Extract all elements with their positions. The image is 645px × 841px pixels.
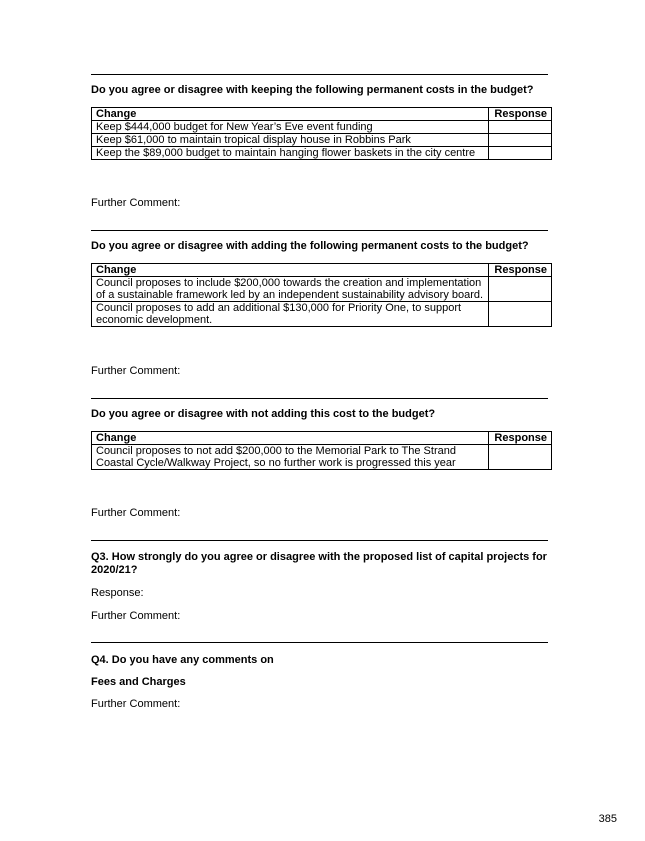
response-label: Response:	[91, 587, 144, 599]
table-row	[92, 134, 552, 147]
table-header-row	[92, 264, 552, 277]
table-row	[92, 277, 552, 302]
response-column-header: Response	[489, 432, 552, 445]
change-cell: Council proposes to add an additional $130,000 for Priority One, to support economic development.	[92, 302, 489, 327]
q4-heading: Q4. Do you have any comments on	[91, 654, 274, 666]
change-cell: Council proposes to not add $200,000 to the Memorial Park to The Strand Coastal Cycle/Walkway Project, so no further work is progressed this year	[92, 445, 489, 470]
response-cell[interactable]	[489, 277, 552, 302]
section1-heading: Do you agree or disagree with keeping the following permanent costs in the budget?	[91, 84, 534, 96]
change-column-header: Change	[92, 432, 489, 445]
response-cell[interactable]	[489, 134, 552, 147]
section3-table	[91, 431, 552, 470]
response-cell[interactable]	[489, 445, 552, 470]
table-row	[92, 147, 552, 160]
q3-heading: Q3. How strongly do you agree or disagree with the proposed list of capital projects for 2020/21?	[91, 551, 547, 576]
change-cell: Keep $61,000 to maintain tropical display house in Robbins Park	[92, 134, 489, 147]
further-comment-label: Further Comment:	[91, 507, 181, 519]
further-comment-label: Further Comment:	[91, 197, 181, 209]
response-column-header: Response	[489, 264, 552, 277]
divider-rule	[91, 540, 548, 541]
divider-rule	[91, 230, 548, 231]
further-comment-label: Further Comment:	[91, 610, 181, 622]
divider-rule	[91, 398, 548, 399]
page-number: 385	[598, 813, 617, 825]
table-header-row	[92, 108, 552, 121]
table-row	[92, 445, 552, 470]
section2-table	[91, 263, 552, 327]
divider-rule	[91, 642, 548, 643]
response-cell[interactable]	[489, 302, 552, 327]
change-cell: Keep the $89,000 budget to maintain hanging flower baskets in the city centre	[92, 147, 489, 160]
further-comment-label: Further Comment:	[91, 365, 181, 377]
change-column-header: Change	[92, 264, 489, 277]
table-row	[92, 302, 552, 327]
change-cell: Keep $444,000 budget for New Year’s Eve event funding	[92, 121, 489, 134]
change-cell: Council proposes to include $200,000 towards the creation and implementation of a sustainable framework led by an independent sustainability advisory board.	[92, 277, 489, 302]
response-column-header: Response	[489, 108, 552, 121]
response-cell[interactable]	[489, 121, 552, 134]
change-column-header: Change	[92, 108, 489, 121]
divider-rule	[91, 74, 548, 75]
table-row	[92, 121, 552, 134]
further-comment-label: Further Comment:	[91, 698, 181, 710]
section3-heading: Do you agree or disagree with not adding this cost to the budget?	[91, 408, 436, 420]
table-header-row	[92, 432, 552, 445]
section1-table	[91, 107, 552, 160]
response-cell[interactable]	[489, 147, 552, 160]
q4-subheading: Fees and Charges	[91, 676, 186, 688]
section2-heading: Do you agree or disagree with adding the following permanent costs to the budget?	[91, 240, 529, 252]
